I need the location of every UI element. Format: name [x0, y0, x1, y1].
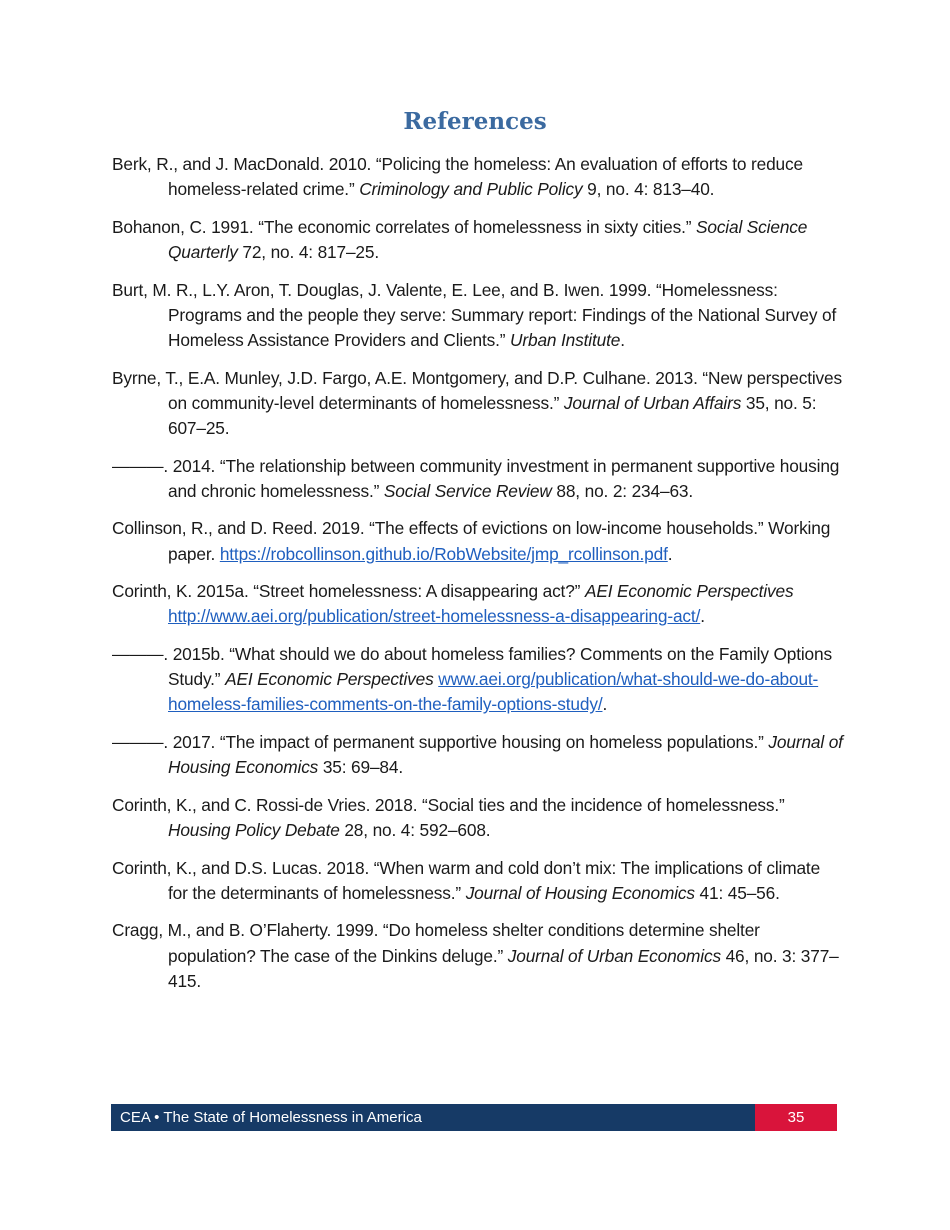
reference-entry [112, 642, 844, 718]
reference-journal: Social Science Quarterly [168, 216, 808, 262]
reference-entry [112, 152, 844, 202]
page-footer [111, 1104, 837, 1131]
reference-text: Cragg, M., and B. O’Flaherty. 1999. “Do homeless shelter conditions determine shelter population? The case of the Dinkins deluge.” [112, 920, 760, 966]
reference-entry [112, 278, 844, 354]
reference-tail: 41: 45–56. [694, 882, 780, 903]
reference-link[interactable]: https://robcollinson.github.io/RobWebsite/jmp_rcollinson.pdf [219, 543, 668, 564]
reference-link[interactable]: www.aei.org/publication/what-should-we-do-about-homeless-families-comments-on-the-family-options-study/ [168, 669, 819, 715]
reference-text: Burt, M. R., L.Y. Aron, T. Douglas, J. Valente, E. Lee, and B. Iwen. 1999. “Homelessness: Programs and the people they serve: Summary report: Findings of the National Survey of Homeless Assistance Providers and Clients.” [112, 279, 837, 350]
reference-entry [112, 454, 844, 504]
page-title: References [403, 108, 547, 135]
reference-journal: Journal of Housing Economics [465, 882, 695, 903]
reference-text: ———. 2014. “The relationship between community investment in permanent supportive housing and chronic homelessness.” [112, 455, 840, 501]
reference-entry [112, 215, 844, 265]
reference-tail: . [620, 330, 625, 350]
footer-label: CEA • The State of Homelessness in America [111, 1104, 755, 1131]
reference-tail: 72, no. 4: 817–25. [237, 242, 380, 262]
reference-journal: AEI Economic Perspectives [584, 581, 794, 602]
reference-entry [112, 918, 844, 994]
reference-journal: Social Service Review [383, 480, 552, 501]
reference-text: Corinth, K. 2015a. “Street homelessness: A disappearing act?” [112, 581, 585, 602]
reference-journal: Journal of Housing Economics [168, 731, 843, 778]
reference-text: ———. 2017. “The impact of permanent supportive housing on homeless populations.” [112, 731, 769, 752]
reference-tail: . [667, 543, 673, 564]
reference-text: Berk, R., and J. MacDonald. 2010. “Policing the homeless: An evaluation of efforts to reduce homeless-related crime.” [112, 154, 803, 200]
reference-tail: 28, no. 4: 592–608. [339, 819, 491, 840]
reference-tail: 35: 69–84. [318, 757, 404, 778]
reference-entry [112, 366, 844, 442]
reference-list [112, 152, 844, 1006]
reference-text: Bohanon, C. 1991. “The economic correlates of homelessness in sixty cities.” [112, 216, 696, 237]
reference-tail: . [602, 694, 608, 715]
reference-tail: 46, no. 3: 377–415. [168, 945, 839, 991]
reference-journal: Journal of Urban Economics [507, 945, 721, 966]
reference-journal: Housing Policy Debate [168, 819, 340, 840]
reference-text: ———. 2015b. “What should we do about homeless families? Comments on the Family Options Study.” [112, 643, 832, 690]
reference-tail: 88, no. 2: 234–63. [551, 480, 694, 501]
reference-link[interactable]: http://www.aei.org/publication/street-homelessness-a-disappearing-act/ [168, 606, 701, 627]
reference-entry [112, 516, 844, 566]
page-number: 35 [755, 1104, 837, 1131]
reference-tail: 35, no. 5: 607–25. [168, 392, 817, 438]
reference-journal: Urban Institute [510, 330, 621, 350]
reference-text: Byrne, T., E.A. Munley, J.D. Fargo, A.E. Montgomery, and D.P. Culhane. 2013. “New perspectives on community-level determinants of homelessness.” [112, 367, 842, 413]
reference-journal: Criminology and Public Policy [359, 179, 583, 200]
reference-tail: . [700, 606, 705, 627]
reference-text: Corinth, K., and D.S. Lucas. 2018. “When warm and cold don’t mix: The implications of climate for the determinants of homelessness.” [112, 857, 821, 903]
reference-entry [112, 579, 844, 629]
reference-entry [112, 793, 844, 843]
reference-entry [112, 856, 844, 906]
reference-journal: AEI Economic Perspectives [225, 669, 434, 690]
reference-journal: Journal of Urban Affairs [563, 392, 742, 413]
reference-entry [112, 730, 844, 780]
reference-text: Corinth, K., and C. Rossi-de Vries. 2018. “Social ties and the incidence of homelessness.” [112, 794, 785, 815]
reference-tail: 9, no. 4: 813–40. [582, 179, 715, 200]
reference-text: Collinson, R., and D. Reed. 2019. “The effects of evictions on low-income households.” Working paper. [112, 518, 831, 564]
